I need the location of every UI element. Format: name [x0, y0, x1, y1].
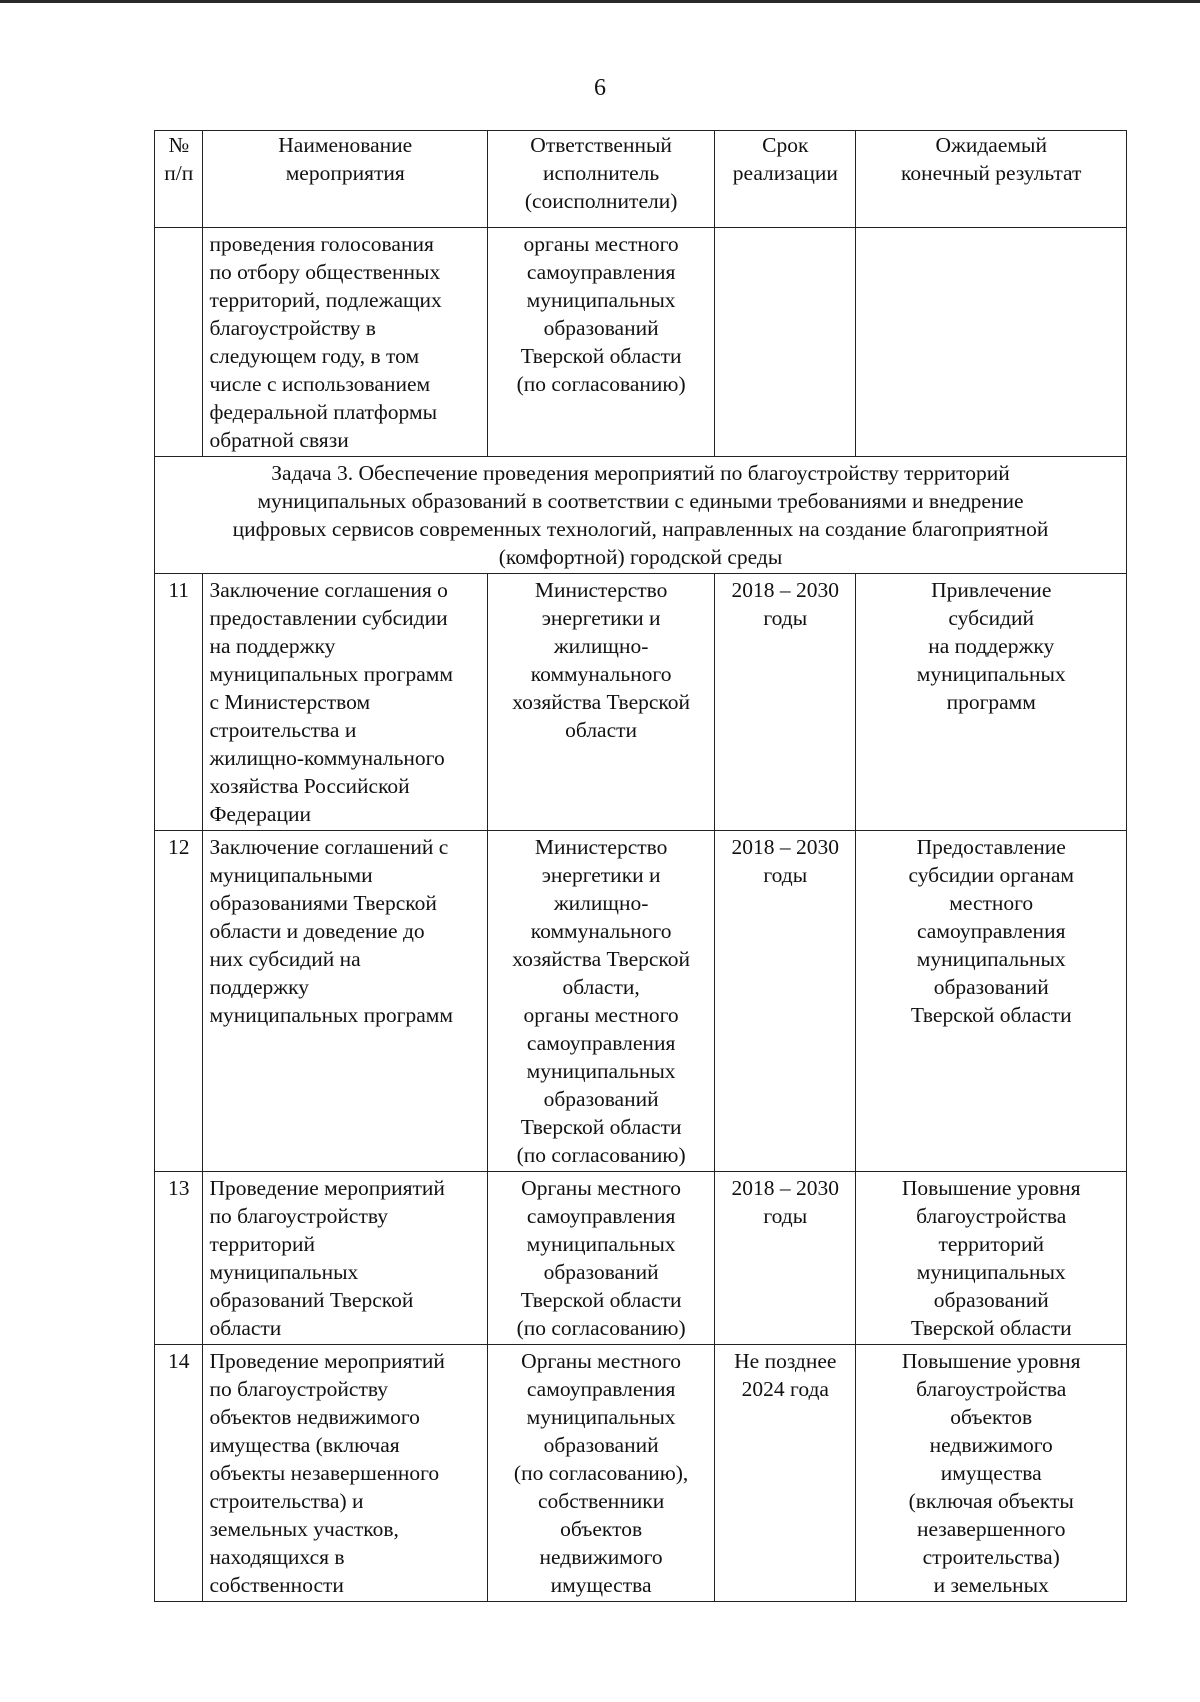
row-result: Повышение уровня благоустройства территорий муниципальных образований Тверской области [856, 1172, 1127, 1345]
row-term [715, 228, 856, 457]
header-name: Наименование мероприятия [203, 131, 488, 228]
header-result: Ожидаемый конечный результат [856, 131, 1127, 228]
table-row [155, 1345, 1127, 1602]
row-term: 2018 – 2030 годы [715, 574, 856, 831]
task-heading-row [155, 457, 1127, 574]
header-term: Срок реализации [715, 131, 856, 228]
row-responsible: Органы местного самоуправления муниципальных образований (по согласованию), собственники объектов недвижимого имущества [488, 1345, 715, 1602]
top-border-line [0, 0, 1200, 3]
row-term: 2018 – 2030 годы [715, 831, 856, 1172]
row-number: 13 [155, 1172, 203, 1345]
header-number: № п/п [155, 131, 203, 228]
row-result [856, 228, 1127, 457]
header-responsible: Ответственный исполнитель (соисполнители) [488, 131, 715, 228]
row-result: Повышение уровня благоустройства объектов недвижимого имущества (включая объекты незавершенного строительства) и земельных [856, 1345, 1127, 1602]
row-name: Заключение соглашений с муниципальными образованиями Тверской области и доведение до них субсидий на поддержку муниципальных программ [203, 831, 488, 1172]
row-number: 14 [155, 1345, 203, 1602]
table-header-row [155, 131, 1127, 228]
row-number: 11 [155, 574, 203, 831]
table-row [155, 1172, 1127, 1345]
row-name: Проведение мероприятий по благоустройству объектов недвижимого имущества (включая объекты незавершенного строительства) и земельных участков, находящихся в собственности [203, 1345, 488, 1602]
page-number: 6 [594, 75, 606, 101]
row-term: 2018 – 2030 годы [715, 1172, 856, 1345]
row-name: Проведение мероприятий по благоустройству территорий муниципальных образований Тверской области [203, 1172, 488, 1345]
row-number [155, 228, 203, 457]
row-responsible: Органы местного самоуправления муниципальных образований Тверской области (по согласованию) [488, 1172, 715, 1345]
row-result: Привлечение субсидий на поддержку муниципальных программ [856, 574, 1127, 831]
task-heading: Задача 3. Обеспечение проведения мероприятий по благоустройству территорий муниципальных образований в соответствии с едиными требованиями и внедрение цифровых сервисов современных технологий, направленных на создание благоприятной (комфортной) городской среды [155, 457, 1127, 574]
measures-table [154, 130, 1127, 1602]
table-row [155, 574, 1127, 831]
row-number: 12 [155, 831, 203, 1172]
table-row [155, 228, 1127, 457]
row-name: Заключение соглашения о предоставлении субсидии на поддержку муниципальных программ с Министерством строительства и жилищно-коммунального хозяйства Российской Федерации [203, 574, 488, 831]
row-responsible: Министерство энергетики и жилищно- коммунального хозяйства Тверской области [488, 574, 715, 831]
row-responsible: Министерство энергетики и жилищно- коммунального хозяйства Тверской области, органы местного самоуправления муниципальных образований Тверской области (по согласованию) [488, 831, 715, 1172]
row-result: Предоставление субсидии органам местного самоуправления муниципальных образований Тверской области [856, 831, 1127, 1172]
row-name: проведения голосования по отбору общественных территорий, подлежащих благоустройству в следующем году, в том числе с использованием федеральной платформы обратной связи [203, 228, 488, 457]
row-responsible: органы местного самоуправления муниципальных образований Тверской области (по согласованию) [488, 228, 715, 457]
table-row [155, 831, 1127, 1172]
row-term: Не позднее 2024 года [715, 1345, 856, 1602]
